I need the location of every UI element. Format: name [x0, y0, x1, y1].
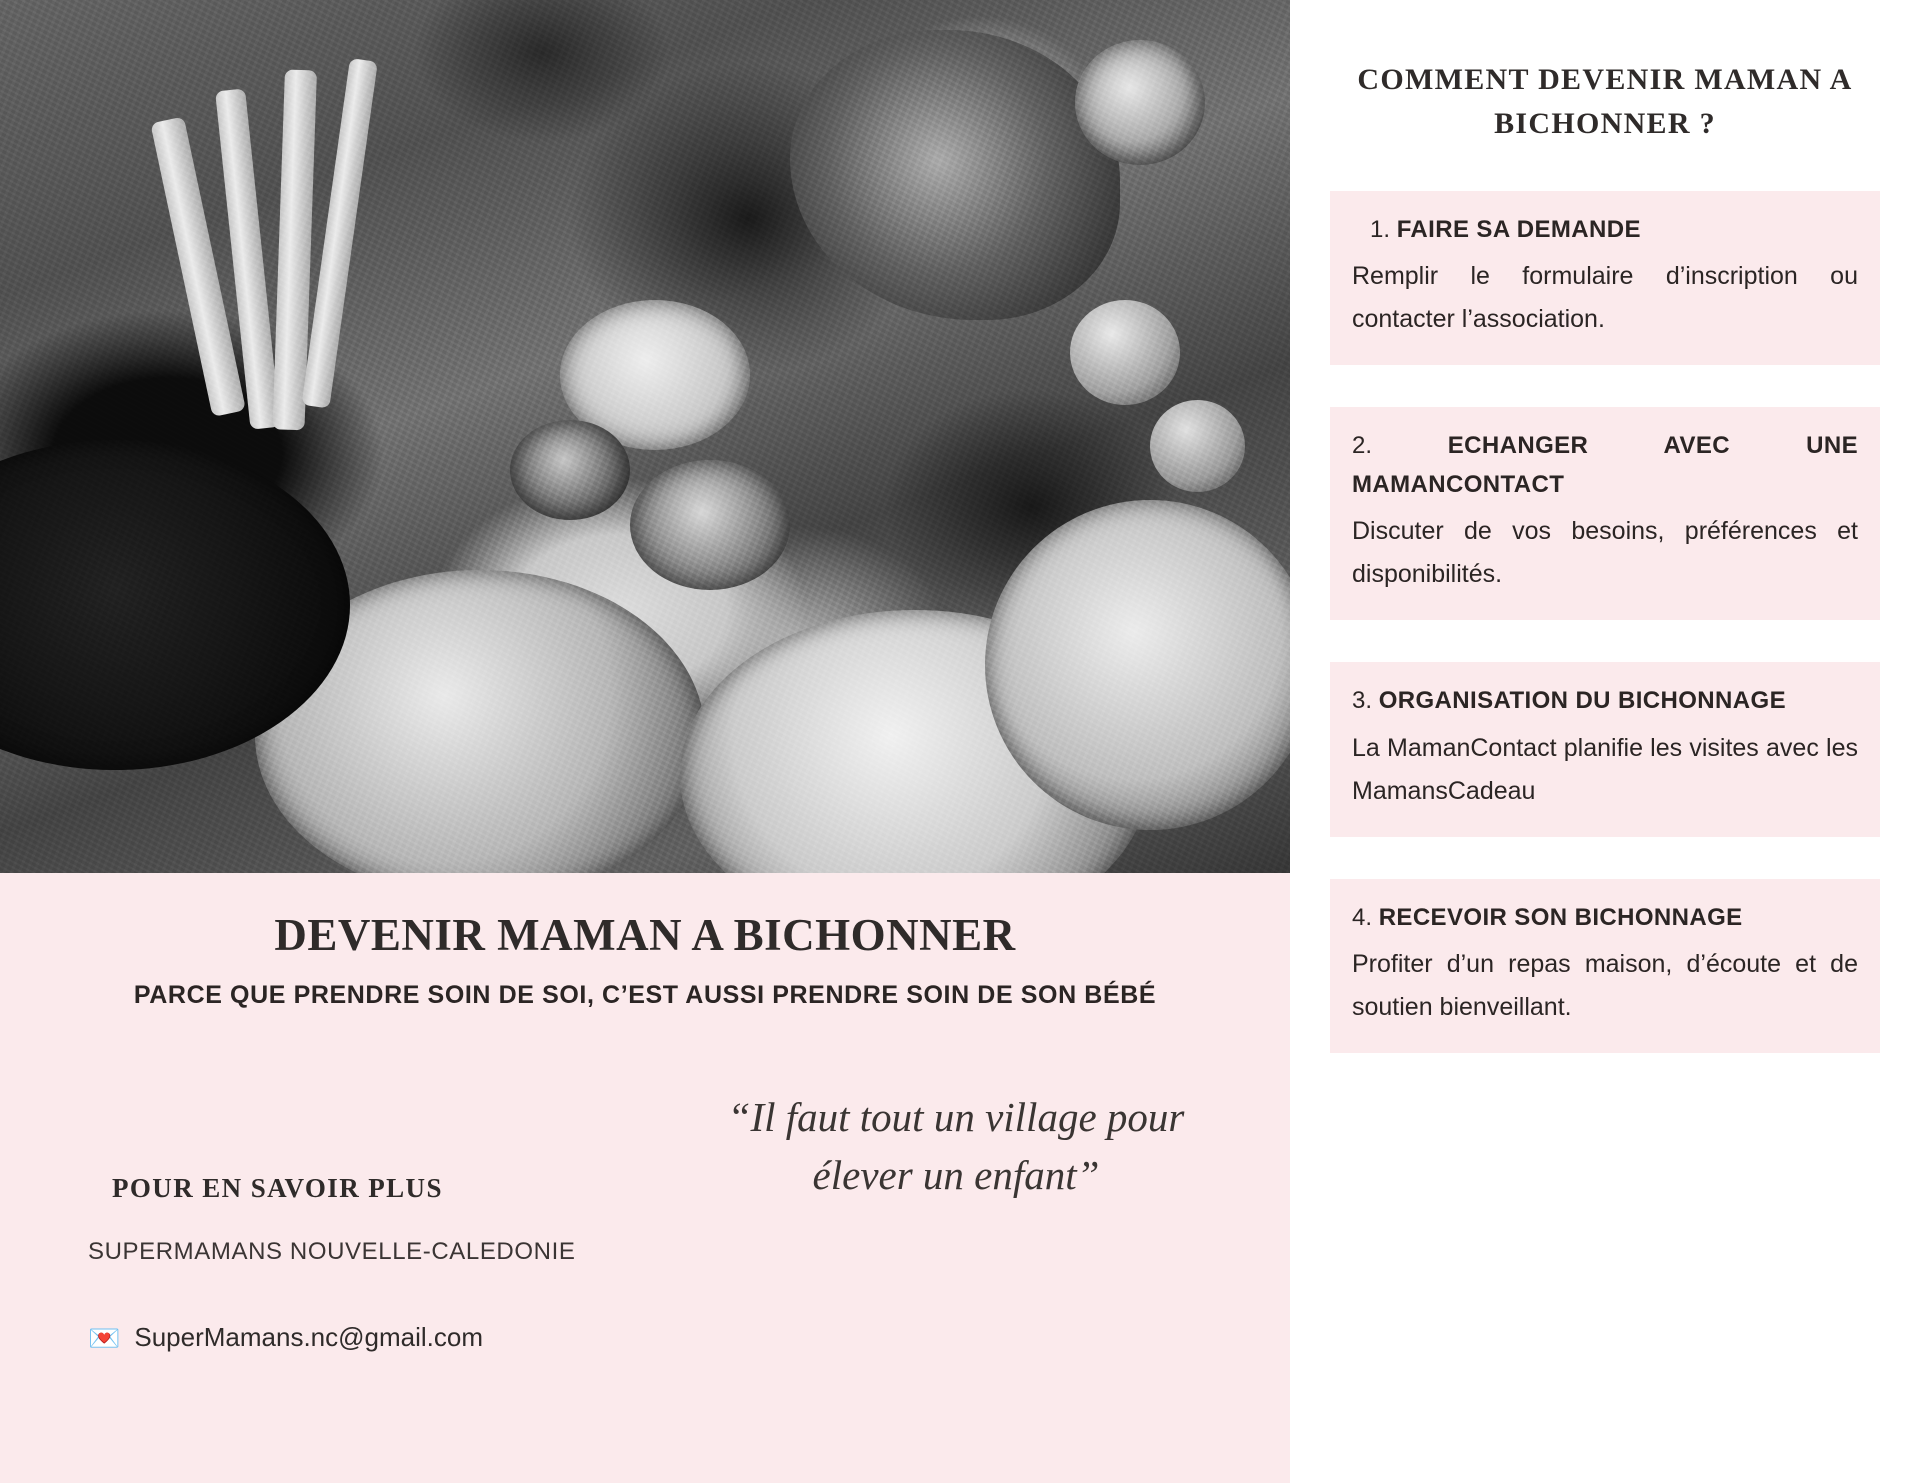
- step-number: 3.: [1352, 687, 1373, 715]
- step-item: [1330, 191, 1880, 365]
- love-letter-icon: 💌: [88, 1322, 121, 1353]
- step-heading: [1352, 682, 1858, 720]
- step-title: FAIRE SA DEMANDE: [1396, 216, 1641, 243]
- step-body: Discuter de vos besoins, préférences et disponibilités.: [1352, 517, 1858, 589]
- page-subtitle: PARCE QUE PRENDRE SOIN DE SOI, C’EST AUSSI PRENDRE SOIN DE SON BÉBÉ: [133, 981, 1157, 1009]
- step-body: Profiter d’un repas maison, d’écoute et de soutien bienveillant.: [1352, 949, 1858, 1021]
- step-item: [1330, 662, 1880, 836]
- steps-heading: COMMENT DEVENIR MAMAN A BICHONNER ?: [1357, 63, 1853, 140]
- step-body: La MamanContact planifie les visites avec les MamansCadeau: [1352, 733, 1858, 805]
- organisation-name: SUPERMAMANS NOUVELLE-CALEDONIE: [88, 1238, 576, 1265]
- email-line[interactable]: [88, 1322, 708, 1353]
- step-number: 1.: [1370, 216, 1391, 243]
- right-column: [1290, 0, 1920, 1483]
- step-number: 4.: [1352, 903, 1373, 931]
- email-address[interactable]: SuperMamans.nc@gmail.com: [134, 1322, 484, 1352]
- step-item: [1330, 879, 1880, 1053]
- step-heading: [1352, 211, 1858, 249]
- step-heading: [1352, 899, 1858, 937]
- quote-text: “Il faut tout un village pour élever un enfant”: [727, 1094, 1185, 1199]
- contact-title: POUR EN SAVOIR PLUS: [112, 1173, 443, 1203]
- step-title: ORGANISATION DU BICHONNAGE: [1378, 687, 1786, 715]
- step-item: [1330, 407, 1880, 620]
- step-number: 2.: [1352, 432, 1373, 460]
- page-title: DEVENIR MAMAN A BICHONNER: [274, 910, 1016, 960]
- photo-grain-overlay: [0, 0, 1290, 873]
- contact-block: [88, 1173, 708, 1353]
- vegetables-cooking-photo: [0, 0, 1290, 873]
- step-title: RECEVOIR SON BICHONNAGE: [1378, 903, 1743, 931]
- step-title: ECHANGER AVEC UNE MAMANCONTACT: [1352, 432, 1858, 498]
- left-text-block: [0, 873, 1290, 1483]
- step-heading: [1352, 427, 1858, 504]
- step-body: Remplir le formulaire d’inscription ou contacter l’association.: [1352, 262, 1858, 334]
